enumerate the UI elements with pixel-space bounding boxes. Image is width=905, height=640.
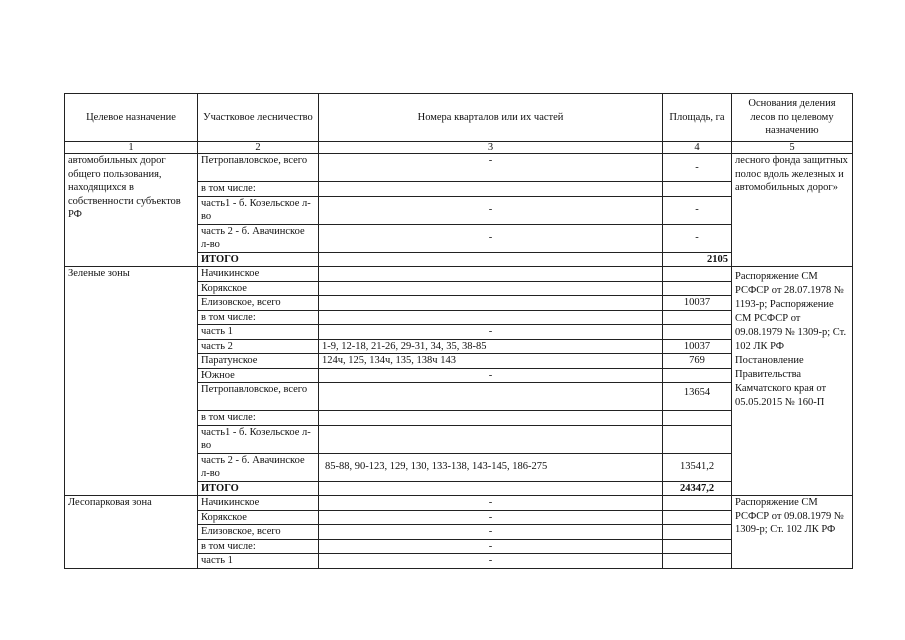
header-quarters: Номера кварталов или их частей <box>319 94 663 142</box>
area-cell <box>663 182 732 197</box>
area-cell: 769 <box>663 354 732 369</box>
area-cell <box>663 510 732 525</box>
quarters-cell <box>319 481 663 496</box>
area-cell <box>663 267 732 282</box>
quarters-cell: - <box>319 325 663 340</box>
quarters-cell: - <box>319 539 663 554</box>
table-row <box>65 154 853 182</box>
forestry-cell: в том числе: <box>198 310 319 325</box>
quarters-cell: - <box>319 510 663 525</box>
table-row <box>65 496 853 511</box>
forestry-cell: часть 2 - б. Авачинское л-во <box>198 224 319 252</box>
forestry-cell: Корякское <box>198 510 319 525</box>
area-cell: 10037 <box>663 296 732 311</box>
quarters-cell <box>319 310 663 325</box>
quarters-cell: 124ч, 125, 134ч, 135, 138ч 143 <box>319 354 663 369</box>
quarters-cell <box>319 252 663 267</box>
quarters-cell: - <box>319 368 663 383</box>
col-number: 5 <box>732 142 853 154</box>
area-cell <box>663 325 732 340</box>
purpose-cell: Зеленые зоны <box>65 267 198 496</box>
header-area: Площадь, га <box>663 94 732 142</box>
forestry-cell: часть1 - б. Козельское л-во <box>198 196 319 224</box>
quarters-cell: - <box>319 196 663 224</box>
forest-purpose-table <box>64 93 853 569</box>
forestry-cell: Корякское <box>198 281 319 296</box>
area-cell <box>663 411 732 426</box>
area-cell: 13541,2 <box>663 453 732 481</box>
area-cell <box>663 425 732 453</box>
total-value: 24347,2 <box>663 481 732 496</box>
area-cell: - <box>663 196 732 224</box>
forestry-cell: часть 1 <box>198 554 319 569</box>
area-cell: 13654 <box>663 383 732 411</box>
forestry-cell: часть 1 <box>198 325 319 340</box>
forestry-cell: часть1 - б. Козельское л-во <box>198 425 319 453</box>
quarters-cell <box>319 182 663 197</box>
basis-cell: Распоряжение СМ РСФСР от 28.07.1978 № 1193-р; Распоряжение СМ РСФСР от 09.08.1979 № 1309-р; Ст. 102 ЛК РФ Постановление Правительства Камчатского края от 05.05.2015 № 160-П <box>732 267 853 496</box>
quarters-cell: 85-88, 90-123, 129, 130, 133-138, 143-145, 186-275 <box>319 453 663 481</box>
total-value: 2105 <box>663 252 732 267</box>
table-row <box>65 267 853 282</box>
basis-cell: лесного фонда защитных полос вдоль железных и автомобильных дорог» <box>732 154 853 267</box>
area-cell <box>663 539 732 554</box>
forestry-cell: Южное <box>198 368 319 383</box>
header-purpose: Целевое назначение <box>65 94 198 142</box>
area-cell: 10037 <box>663 339 732 354</box>
forestry-cell: Начикинское <box>198 496 319 511</box>
quarters-cell <box>319 383 663 411</box>
quarters-cell <box>319 296 663 311</box>
purpose-cell: Лесопарковая зона <box>65 496 198 569</box>
total-label: ИТОГО <box>198 252 319 267</box>
col-number: 3 <box>319 142 663 154</box>
forestry-cell: Петропавловское, всего <box>198 154 319 182</box>
col-number: 2 <box>198 142 319 154</box>
forestry-cell: Елизовское, всего <box>198 525 319 540</box>
quarters-cell: - <box>319 496 663 511</box>
quarters-cell <box>319 281 663 296</box>
basis-cell: Распоряжение СМ РСФСР от 09.08.1979 № 1309-р; Ст. 102 ЛК РФ <box>732 496 853 569</box>
area-cell <box>663 525 732 540</box>
forestry-cell: Начикинское <box>198 267 319 282</box>
quarters-cell <box>319 267 663 282</box>
col-number: 4 <box>663 142 732 154</box>
forestry-cell: часть 2 - б. Авачинское л-во <box>198 453 319 481</box>
area-cell <box>663 554 732 569</box>
forestry-cell: в том числе: <box>198 539 319 554</box>
header-basis: Основания деления лесов по целевому назначению <box>732 94 853 142</box>
area-cell <box>663 368 732 383</box>
area-cell: - <box>663 154 732 182</box>
area-cell <box>663 310 732 325</box>
total-label: ИТОГО <box>198 481 319 496</box>
forestry-cell: Паратунское <box>198 354 319 369</box>
quarters-cell: - <box>319 224 663 252</box>
quarters-cell: - <box>319 525 663 540</box>
quarters-cell: - <box>319 554 663 569</box>
quarters-cell <box>319 425 663 453</box>
forestry-cell: часть 2 <box>198 339 319 354</box>
quarters-cell: - <box>319 154 663 182</box>
area-cell <box>663 496 732 511</box>
forestry-cell: в том числе: <box>198 411 319 426</box>
area-cell <box>663 281 732 296</box>
quarters-cell <box>319 411 663 426</box>
col-number: 1 <box>65 142 198 154</box>
purpose-cell: автомобильных дорог общего пользования, находящихся в собственности субъектов РФ <box>65 154 198 267</box>
forestry-cell: Петропавловское, всего <box>198 383 319 411</box>
forestry-cell: Елизовское, всего <box>198 296 319 311</box>
forestry-cell: в том числе: <box>198 182 319 197</box>
header-forestry: Участковое лесничество <box>198 94 319 142</box>
area-cell: - <box>663 224 732 252</box>
quarters-cell: 1-9, 12-18, 21-26, 29-31, 34, 35, 38-85 <box>319 339 663 354</box>
